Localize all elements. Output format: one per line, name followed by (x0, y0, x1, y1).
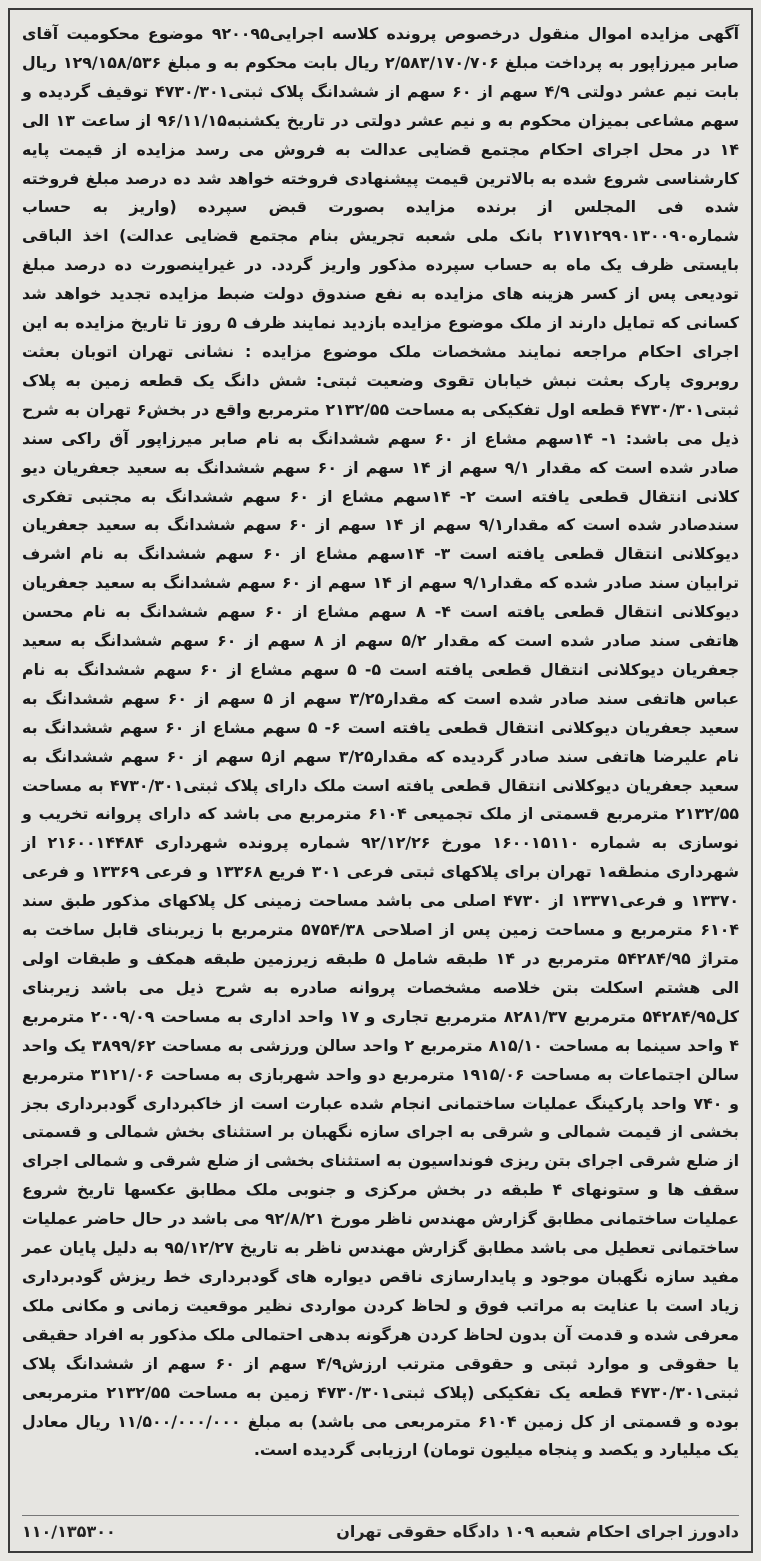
auction-notice (8, 8, 753, 1553)
notice-paragraph: آگهی مزایده اموال منقول درخصوص پرونده کلاسه اجرایی۹۲۰۰۹۵ موضوع محکومیت آقای صابر میرزاپور به پرداخت مبلغ ۲/۵۸۳/۱۷۰/۷۰۶ ریال بابت محکوم به و مبلغ ۱۲۹/۱۵۸/۵۳۶ ریال بابت نیم عشر دولتی ۴/۹ سهم از ۶۰ سهم از ششدانگ پلاک ثبتی۴۷۳۰/۳۰۱ توقیف گردیده و سهم مشاعی بمیزان محکوم به و نیم عشر دولتی در تاریخ یکشنبه۹۶/۱۱/۱۵ از ساعت ۱۳ الی ۱۴ در محل اجرای احکام مجتمع قضایی عدالت به فروش می رسد مزایده از قیمت پایه کارشناسی شروع شده به بالاترین قیمت پیشنهادی فروخته خواهد شد ده درصد مبلغ فروخته شده فی المجلس از برنده مزایده بصورت قبض سپرده (واریز به حساب شماره۲۱۷۱۲۹۹۰۱۳۰۰۹۰ بانک ملی شعبه تجریش بنام مجتمع قضایی عدالت) اخذ الباقی بایستی ظرف یک ماه به حساب سپرده مذکور واریز گردد. در غیراینصورت ده درصد مبلغ تودیعی پس از کسر هزینه های مزایده به نفع صندوق دولت ضبط مزایده تجدید خواهد شد کسانی که تمایل دارند از ملک موضوع مزایده بازدید نمایند ظرف ۵ روز تا تاریخ مزایده به این اجرای احکام مراجعه نمایند مشخصات ملک موضوع مزایده : نشانی تهران اتوبان بعثت روبروی پارک بعثت نبش خیابان تقوی وضعیت ثبتی: شش دانگ یک قطعه زمین به پلاک ثبتی۴۷۳۰/۳۰۱ قطعه اول تفکیکی به مساحت ۲۱۳۲/۵۵ مترمربع واقع در بخش۶ تهران به شرح ذیل می باشد: ۱- ۱۴سهم مشاع از ۶۰ سهم ششدانگ به نام صابر میرزاپور آق راکی سند صادر شده است که مقدار ۹/۱ سهم از ۱۴ سهم از ۶۰ سهم ششدانگ به سعید جعفریان دیو کلانی انتقال قطعی یافته است ۲- ۱۴سهم مشاع از ۶۰ سهم ششدانگ به مجتبی تفکری سندصادر شده است که مقدار۹/۱ سهم از ۱۴ سهم از ۶۰ سهم ششدانگ به سعید جعفریان دیوکلانی انتقال قطعی یافته است ۳- ۱۴سهم مشاع از ۶۰ سهم ششدانگ به نام اشرف ترابیان سند صادر شده که مقدار۹/۱ سهم از ۱۴ سهم از ۶۰ سهم ششدانگ به سعید جعفریان دیوکلانی انتقال قطعی یافته است ۴- ۸ سهم مشاع از ۶۰ سهم ششدانگ به نام محسن هاتفی سند صادر شده است که مقدار ۵/۲ سهم از ۸ سهم از ۶۰ سهم ششدانگ به سعید جعفریان دیوکلانی انتقال قطعی یافته است ۵- ۵ سهم مشاع از ۶۰ سهم ششدانگ به نام عباس هاتفی سند صادر شده است که مقدار۳/۲۵ سهم از ۵ سهم از ۶۰ سهم ششدانگ به سعید جعفریان دیوکلانی انتقال قطعی یافته است ۶- ۵ سهم مشاع از ۶۰ سهم ششدانگ به نام علیرضا هاتفی سند صادر گردیده که مقدار۳/۲۵ سهم از۵ سهم از ۶۰ سهم ششدانگ به سعید جعفریان دیوکلانی انتقال قطعی یافته است ملک دارای پلاک ثبتی۴۷۳۰/۳۰۱ به مساحت ۲۱۳۲/۵۵ مترمربع قسمتی از ملک تجمیعی ۶۱۰۴ مترمربع می باشد که دارای پروانه تخریب و نوسازی به شماره ۱۶۰۰۱۵۱۱۰ مورخ ۹۲/۱۲/۲۶ شماره پرونده شهرداری ۲۱۶۰۰۱۴۴۸۴ از شهرداری منطقه۱ تهران برای پلاکهای ثبتی فرعی ۳۰۱ فریع ۱۳۳۶۸ و فرعی ۱۳۳۶۹ و فرعی ۱۳۳۷۰ و فرعی۱۳۳۷۱ از ۴۷۳۰ اصلی می باشد مساحت زمینی کل پلاکهای مذکور طبق سند ۶۱۰۴ مترمربع و مساحت زمین پس از اصلاحی ۵۷۵۴/۳۸ مترمربع با زیربنای قابل ساخت به متراژ ۵۴۲۸۴/۹۵ مترمربع در ۱۴ طبقه شامل ۵ طبقه زیرزمین طبقه همکف و طبقات اولی الی هشتم اسکلت بتن خلاصه مشخصات پروانه صادره به شرح ذیل می باشد زیربنای کل۵۴۲۸۴/۹۵ مترمربع ۸۲۸۱/۳۷ مترمربع تجاری و ۱۷ واحد اداری به مساحت ۲۰۰۹/۰۹ مترمربع ۴ واحد سینما به مساحت ۸۱۵/۱۰ مترمربع ۲ واحد سالن ورزشی به مساحت ۳۸۹۹/۶۲ یک واحد سالن اجتماعات به مساحت ۱۹۱۵/۰۶ مترمربع دو واحد شهربازی به مساحت ۳۱۲۱/۰۶ مترمربع و ۷۴۰ واحد پارکینگ عملیات ساختمانی انجام شده عبارت است از خاکبرداری گودبرداری بجز بخشی از قیمت شمالی و شرقی به اجرای سازه نگهبان بر استثنای بخش شمالی و قسمتی از ضلع شرقی اجرای بتن ریزی فونداسیون به استثنای بخشی از ضلع شرقی و شمالی اجرای سقف ها و ستونهای ۴ طبقه در بخش مرکزی و جنوبی ملک مطابق عکسها تاریخ شروع عملیات ساختمانی مطابق گزارش مهندس ناظر مورخ ۹۲/۸/۲۱ می باشد در حال حاضر عملیات ساختمانی تعطیل می باشد مطابق گزارش مهندس ناظر به تاریخ ۹۵/۱۲/۲۷ به دلیل پایان عمر مفید سازه نگهبان موجود و پایدارسازی ناقص دیواره های گودبرداری خط ریزش گودبرداری زیاد است با عنایت به مراتب فوق و لحاظ کردن مواردی نظیر موقعیت زمانی و مکانی ملک معرفی شده و قدمت آن بدون لحاظ کردن هرگونه بدهی احتمالی ملک مذکور به افراد حقیقی یا حقوقی و موارد ثبتی و حقوقی مترتب ارزش۴/۹ سهم از ۶۰ سهم از ششدانگ پلاک ثبتی۴۷۳۰/۳۰۱ قطعه یک تفکیکی (پلاک ثبتی۴۷۳۰/۳۰۱ زمین به مساحت ۲۱۳۲/۵۵ مترمربعی بوده و قسمتی از کل زمین ۶۱۰۴ مترمربعی می باشد) به مبلغ ۱۱/۵۰۰/۰۰۰/۰۰۰ ریال معادل یک میلیارد و یکصد و پنجاه میلیون تومان) ارزیابی گردیده است. (22, 24, 740, 1460)
notice-footer (22, 1515, 739, 1541)
reference-number: ۱۱۰/۱۳۵۳۰۰ (22, 1522, 116, 1541)
notice-text (22, 20, 739, 1465)
signature-line: دادورز اجرای احکام شعبه ۱۰۹ دادگاه حقوقی تهران (336, 1522, 739, 1541)
